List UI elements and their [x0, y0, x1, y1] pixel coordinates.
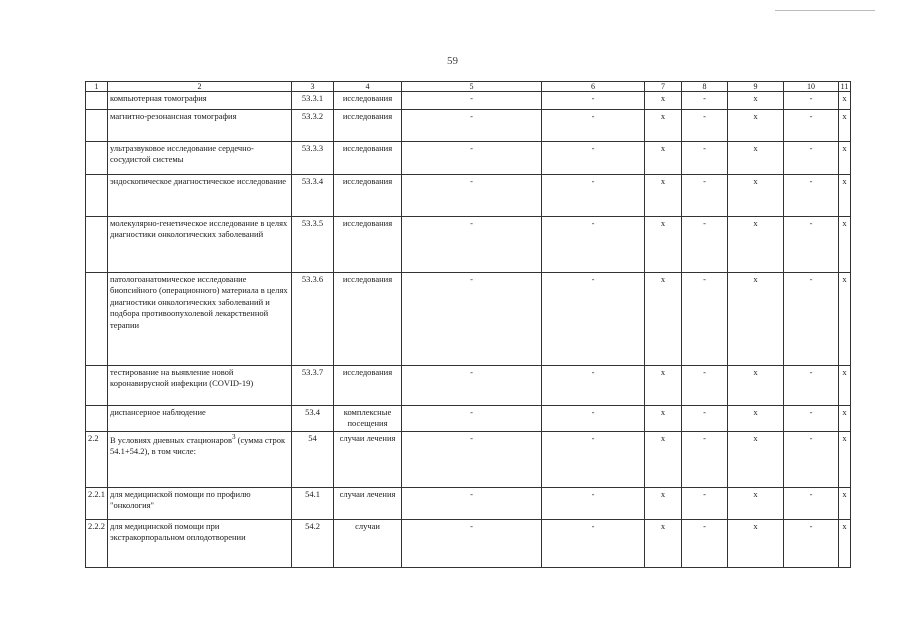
header-cell: 9: [728, 82, 784, 92]
row-unit: исследования: [334, 110, 402, 142]
cell-col10: -: [784, 366, 839, 406]
table-row: [86, 431, 851, 487]
row-code: 54.1: [292, 487, 334, 519]
cell-col11: х: [839, 519, 851, 567]
cell-col11: х: [839, 406, 851, 432]
row-number: [86, 142, 108, 175]
cell-col10: -: [784, 519, 839, 567]
row-name: молекулярно-генетическое исследование в целях диагностики онкологических заболеваний: [108, 217, 292, 273]
table-body: [86, 82, 851, 568]
row-name: [108, 431, 292, 487]
cell-col5: -: [402, 519, 542, 567]
table-row: [86, 175, 851, 217]
cell-col8: -: [682, 273, 728, 366]
cell-col10: -: [784, 431, 839, 487]
scan-top-line: [775, 10, 875, 11]
cell-col8: -: [682, 175, 728, 217]
header-cell: 1: [86, 82, 108, 92]
cell-col9: х: [728, 217, 784, 273]
row-name: компьютерная томография: [108, 92, 292, 110]
cell-col8: -: [682, 487, 728, 519]
header-cell: 7: [645, 82, 682, 92]
row-unit: исследования: [334, 142, 402, 175]
cell-col7: х: [645, 142, 682, 175]
row-number: [86, 217, 108, 273]
row-unit: случаи лечения: [334, 431, 402, 487]
cell-col10: -: [784, 175, 839, 217]
cell-col11: х: [839, 175, 851, 217]
cell-col11: х: [839, 431, 851, 487]
cell-col8: -: [682, 406, 728, 432]
row-code: 54.2: [292, 519, 334, 567]
row-number: 2.2.1: [86, 487, 108, 519]
row-code: 54: [292, 431, 334, 487]
footnote-mark: 3: [232, 432, 236, 441]
table-row: [86, 142, 851, 175]
cell-col5: -: [402, 366, 542, 406]
row-code: 53.3.5: [292, 217, 334, 273]
cell-col9: х: [728, 487, 784, 519]
cell-col7: х: [645, 487, 682, 519]
row-name: эндоскопическое диагностическое исследование: [108, 175, 292, 217]
cell-col6: -: [542, 406, 645, 432]
row-code: 53.3.3: [292, 142, 334, 175]
row-name: тестирование на выявление новой коронавирусной инфекции (COVID-19): [108, 366, 292, 406]
cell-col10: -: [784, 487, 839, 519]
cell-col9: х: [728, 406, 784, 432]
header-cell: 4: [334, 82, 402, 92]
header-cell: 3: [292, 82, 334, 92]
row-code: 53.3.4: [292, 175, 334, 217]
row-name: для медицинской помощи по профилю "онкология": [108, 487, 292, 519]
cell-col11: х: [839, 110, 851, 142]
table-row: [86, 487, 851, 519]
row-unit: комплексные посещения: [334, 406, 402, 432]
table-row: [86, 519, 851, 567]
row-unit: исследования: [334, 273, 402, 366]
cell-col7: х: [645, 175, 682, 217]
cell-col7: х: [645, 110, 682, 142]
header-cell: 8: [682, 82, 728, 92]
cell-col10: -: [784, 92, 839, 110]
cell-col9: х: [728, 366, 784, 406]
row-number: [86, 175, 108, 217]
cell-col8: -: [682, 366, 728, 406]
row-number: [86, 366, 108, 406]
row-name: магнитно-резонансная томография: [108, 110, 292, 142]
cell-col6: -: [542, 487, 645, 519]
cell-col7: х: [645, 366, 682, 406]
cell-col6: -: [542, 175, 645, 217]
header-cell: 10: [784, 82, 839, 92]
row-number: [86, 92, 108, 110]
cell-col5: -: [402, 406, 542, 432]
cell-col10: -: [784, 110, 839, 142]
cell-col9: х: [728, 92, 784, 110]
cell-col11: х: [839, 366, 851, 406]
header-cell: 5: [402, 82, 542, 92]
cell-col8: -: [682, 92, 728, 110]
cell-col9: х: [728, 142, 784, 175]
cell-col5: -: [402, 273, 542, 366]
page-number: 59: [447, 55, 458, 67]
row-unit: исследования: [334, 366, 402, 406]
cell-col7: х: [645, 273, 682, 366]
row-name: патологоанатомическое исследование биопсийного (операционного) материала в целях диагностики онкологических заболеваний и подбора противоопухолевой лекарственной терапии: [108, 273, 292, 366]
cell-col9: х: [728, 273, 784, 366]
cell-col10: -: [784, 217, 839, 273]
cell-col9: х: [728, 431, 784, 487]
cell-col5: -: [402, 142, 542, 175]
row-name: для медицинской помощи при экстракорпоральном оплодотворении: [108, 519, 292, 567]
cell-col7: х: [645, 519, 682, 567]
table-row: [86, 110, 851, 142]
cell-col6: -: [542, 92, 645, 110]
row-number: [86, 110, 108, 142]
row-unit: случаи: [334, 519, 402, 567]
row-unit: исследования: [334, 92, 402, 110]
cell-col8: -: [682, 110, 728, 142]
row-name-main: В условиях дневных стационаров: [110, 434, 232, 445]
cell-col8: -: [682, 217, 728, 273]
cell-col11: х: [839, 142, 851, 175]
header-cell: 2: [108, 82, 292, 92]
cell-col8: -: [682, 142, 728, 175]
cell-col5: -: [402, 110, 542, 142]
cell-col6: -: [542, 217, 645, 273]
cell-col5: -: [402, 431, 542, 487]
row-code: 53.3.1: [292, 92, 334, 110]
cell-col7: х: [645, 217, 682, 273]
row-unit: исследования: [334, 175, 402, 217]
cell-col9: х: [728, 175, 784, 217]
cell-col8: -: [682, 519, 728, 567]
row-name-rest: (сумма строк 54.1+54.2), в том числе:: [110, 434, 286, 457]
header-cell: 11: [839, 82, 851, 92]
cell-col7: х: [645, 406, 682, 432]
row-unit: исследования: [334, 217, 402, 273]
cell-col8: -: [682, 431, 728, 487]
cell-col10: -: [784, 406, 839, 432]
header-cell: 6: [542, 82, 645, 92]
cell-col6: -: [542, 519, 645, 567]
row-code: 53.4: [292, 406, 334, 432]
cell-col9: х: [728, 110, 784, 142]
cell-col5: -: [402, 217, 542, 273]
cell-col6: -: [542, 366, 645, 406]
cell-col6: -: [542, 142, 645, 175]
cell-col9: х: [728, 519, 784, 567]
cell-col5: -: [402, 487, 542, 519]
table-row: [86, 366, 851, 406]
cell-col11: х: [839, 217, 851, 273]
row-number: 2.2.2: [86, 519, 108, 567]
cell-col7: х: [645, 92, 682, 110]
table-row: [86, 92, 851, 110]
cell-col10: -: [784, 273, 839, 366]
cell-col10: -: [784, 142, 839, 175]
cell-col11: х: [839, 487, 851, 519]
cell-col5: -: [402, 92, 542, 110]
table-row: [86, 217, 851, 273]
table-row: [86, 273, 851, 366]
statistics-table: [85, 81, 851, 568]
cell-col11: х: [839, 273, 851, 366]
row-code: 53.3.7: [292, 366, 334, 406]
cell-col6: -: [542, 273, 645, 366]
cell-col5: -: [402, 175, 542, 217]
row-name: ультразвуковое исследование сердечно-сосудистой системы: [108, 142, 292, 175]
cell-col11: х: [839, 92, 851, 110]
row-unit: случаи лечения: [334, 487, 402, 519]
table-row: [86, 406, 851, 432]
row-code: 53.3.6: [292, 273, 334, 366]
cell-col7: х: [645, 431, 682, 487]
cell-col6: -: [542, 431, 645, 487]
cell-col6: -: [542, 110, 645, 142]
row-number: 2.2: [86, 431, 108, 487]
row-number: [86, 273, 108, 366]
header-row: [86, 82, 851, 92]
row-number: [86, 406, 108, 432]
row-code: 53.3.2: [292, 110, 334, 142]
row-name: диспансерное наблюдение: [108, 406, 292, 432]
